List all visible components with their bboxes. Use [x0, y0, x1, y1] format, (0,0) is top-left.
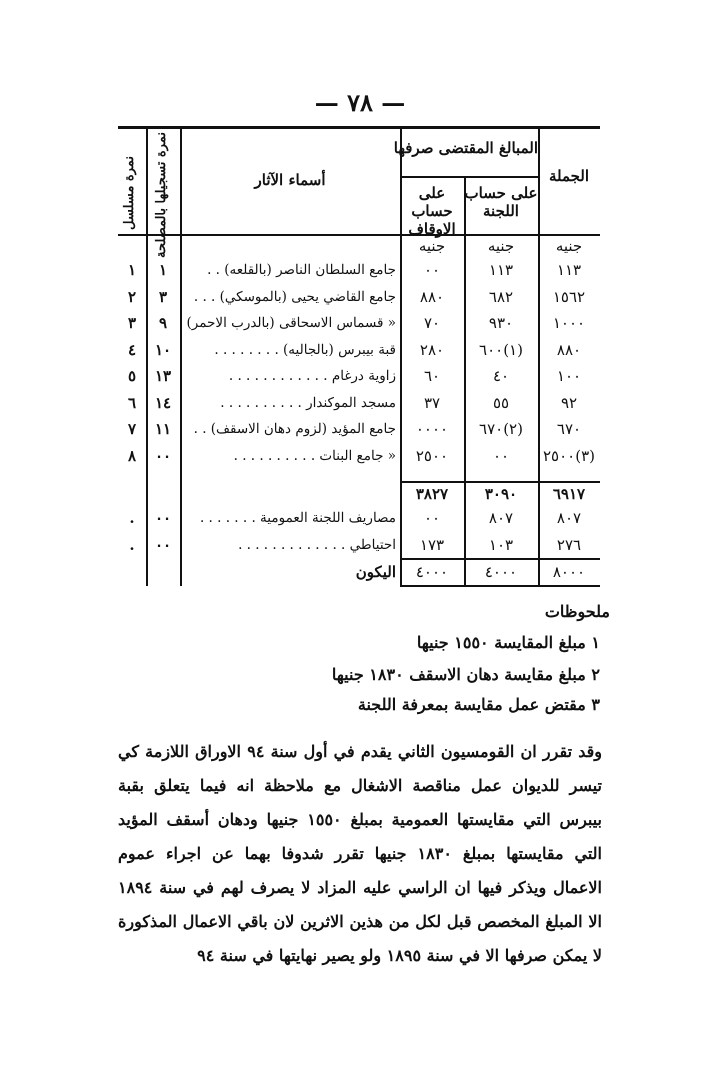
row-committee: ٥٥	[492, 393, 510, 412]
row-committee: ٩٣٠	[488, 314, 514, 332]
row-registry: ١٣	[154, 367, 172, 385]
row-registry: ٠٠	[154, 509, 172, 527]
header-monuments-name: أسماء الآثار	[254, 171, 326, 189]
row-committee: ٠٠	[492, 446, 510, 465]
col-rule-2	[180, 126, 182, 586]
subheader-rule	[400, 176, 538, 178]
row-total: (٣)٢٥٠٠	[542, 446, 595, 465]
header-on-committee: على حساب اللجنة	[464, 184, 538, 220]
header-total: الجملة	[548, 167, 590, 185]
row-committee: (١)٦٠٠	[479, 340, 523, 359]
row-serial: ١	[127, 261, 137, 279]
row-serial: ٤	[127, 340, 137, 359]
row-awqaf: ٦٠	[423, 367, 441, 385]
subtotal-awqaf: ٣٨٢٧	[415, 485, 449, 503]
table-top-rule	[118, 126, 600, 129]
final-row-label: اليكون	[355, 563, 396, 581]
header-on-awqaf: على حساب الاوقاف	[408, 184, 456, 238]
unit-awqaf: جنيه	[418, 237, 446, 255]
header-registry: نمرة تسجيلها بالمصلحة	[154, 132, 169, 258]
row-serial: ٦	[127, 393, 137, 412]
row-registry: ١٤	[154, 393, 172, 412]
row-monument-name: « جامع البنات . . . . . . . . . .	[233, 447, 396, 464]
row-monument-name: « قسماس الاسحاقى (بالدرب الاحمر)	[186, 315, 396, 331]
subtotal-top-rule	[400, 481, 600, 483]
body-paragraph: وقد تقرر ان القومسيون الثاني يقدم في أول سنة ٩٤ الاوراق اللازمة كي تيسر للديوان عمل مناقصة الاشغال مع ملاحظة انه فيما يتعلق بقبة بيبرس التي مقايستها العمومية بمبلغ ١٥٥٠ جنيها ودهان أسقف المؤيد التي مقايستها بمبلغ ١٨٣٠ جنيها تقرر شدوفا بهما عن اجراء عموم الاعمال ويذكر فيها ان الراسي عليه المزاد لا يصرف لهم في سنة ١٨٩٤ الا المبلغ المخصص قبل لكل من هذين الاثرين لان باقي الاعمال المذكورة لا يمكن صرفها الا في سنة ١٨٩٥ ولو يصير نهايتها في سنة ٩٤	[118, 742, 603, 965]
row-total: ٨٠٧	[556, 509, 582, 527]
row-committee: ١٠٣	[488, 536, 514, 554]
note-item: ١ مبلغ المقايسة ١٥٥٠ جنيها	[416, 633, 600, 652]
row-registry: ١٠	[154, 340, 172, 359]
row-total: ٢٧٦	[556, 536, 582, 554]
row-monument-name: زاوية درغام . . . . . . . . . . . .	[228, 368, 396, 384]
row-awqaf: ٠٠	[423, 261, 441, 279]
row-serial: ٥	[127, 367, 137, 385]
row-monument-name: قبة بيبرس (بالجاليه) . . . . . . . .	[214, 341, 396, 358]
row-committee: ١١٣	[488, 261, 514, 279]
row-total: ٦٧٠	[556, 420, 582, 438]
row-committee: ٨٠٧	[488, 509, 514, 527]
row-monument-name: جامع السلطان الناصر (بالقلعه) . .	[207, 262, 396, 278]
row-serial: ٨	[127, 446, 137, 465]
note-item: ٢ مبلغ مقايسة دهان الاسقف ١٨٣٠ جنيها	[331, 665, 600, 684]
row-total: ١٥٦٢	[552, 287, 586, 306]
header-serial: نمرة مسلسل	[122, 156, 137, 230]
final-bottom-rule	[400, 585, 600, 587]
final-awqaf: ٤٠٠٠	[415, 563, 449, 581]
row-awqaf: ١٧٣	[419, 536, 445, 554]
row-awqaf: ٢٨٠	[419, 340, 445, 359]
row-total: ١٠٠	[556, 367, 582, 385]
row-registry: ١١	[154, 420, 172, 438]
row-registry: ٩	[158, 314, 168, 332]
subtotal-committee: ٣٠٩٠	[484, 485, 518, 503]
row-awqaf: ٨٨٠	[419, 287, 445, 306]
row-awqaf: ٢٥٠٠	[415, 446, 449, 465]
row-committee: ٤٠	[492, 367, 510, 385]
row-monument-name: مصاريف اللجنة العمومية . . . . . . .	[199, 510, 396, 526]
page-number: — ٧٨ —	[314, 88, 406, 117]
row-awqaf: ٣٧	[423, 393, 441, 412]
subtotal-total: ٦٩١٧	[552, 485, 586, 503]
row-monument-name: احتياطي . . . . . . . . . . . . .	[238, 537, 396, 553]
row-monument-name: جامع المؤيد (لزوم دهان الاسقف) . .	[193, 421, 396, 437]
unit-committee: جنيه	[487, 237, 515, 255]
row-serial: .	[129, 536, 135, 554]
row-serial: ٧	[127, 420, 137, 438]
row-registry: ٠٠	[154, 446, 172, 465]
row-registry: ١	[158, 261, 168, 279]
row-total: ٨٨٠	[556, 340, 582, 359]
unit-total: جنيه	[555, 237, 583, 255]
row-awqaf: ٧٠	[423, 314, 441, 332]
row-awqaf: ٠٠	[423, 509, 441, 527]
row-total: ١١٣	[556, 261, 582, 279]
row-serial: ٣	[127, 314, 137, 332]
row-monument-name: جامع القاضي يحيى (بالموسكي) . . .	[193, 288, 396, 305]
row-registry: ٠٠	[154, 536, 172, 554]
final-top-rule	[400, 558, 600, 560]
row-total: ١٠٠٠	[552, 314, 586, 332]
row-serial: ٢	[127, 287, 137, 306]
row-serial: .	[129, 509, 135, 527]
row-registry: ٣	[158, 287, 168, 306]
row-monument-name: مسجد الموكندار . . . . . . . . . .	[220, 394, 396, 411]
row-committee: (٢)٦٧٠	[479, 420, 523, 438]
header-amounts-required: المبالغ المقتضى صرفها	[393, 139, 538, 157]
final-total: ٨٠٠٠	[552, 563, 586, 581]
note-item: ٣ مقتض عمل مقايسة بمعرفة اللجنة	[357, 695, 600, 714]
row-awqaf: ٠٠٠٠	[415, 420, 449, 438]
row-total: ٩٢	[560, 393, 578, 412]
row-committee: ٦٨٢	[488, 287, 514, 306]
monuments-table	[118, 126, 600, 586]
notes-title: ملحوظات	[544, 602, 610, 621]
final-committee: ٤٠٠٠	[484, 563, 518, 581]
